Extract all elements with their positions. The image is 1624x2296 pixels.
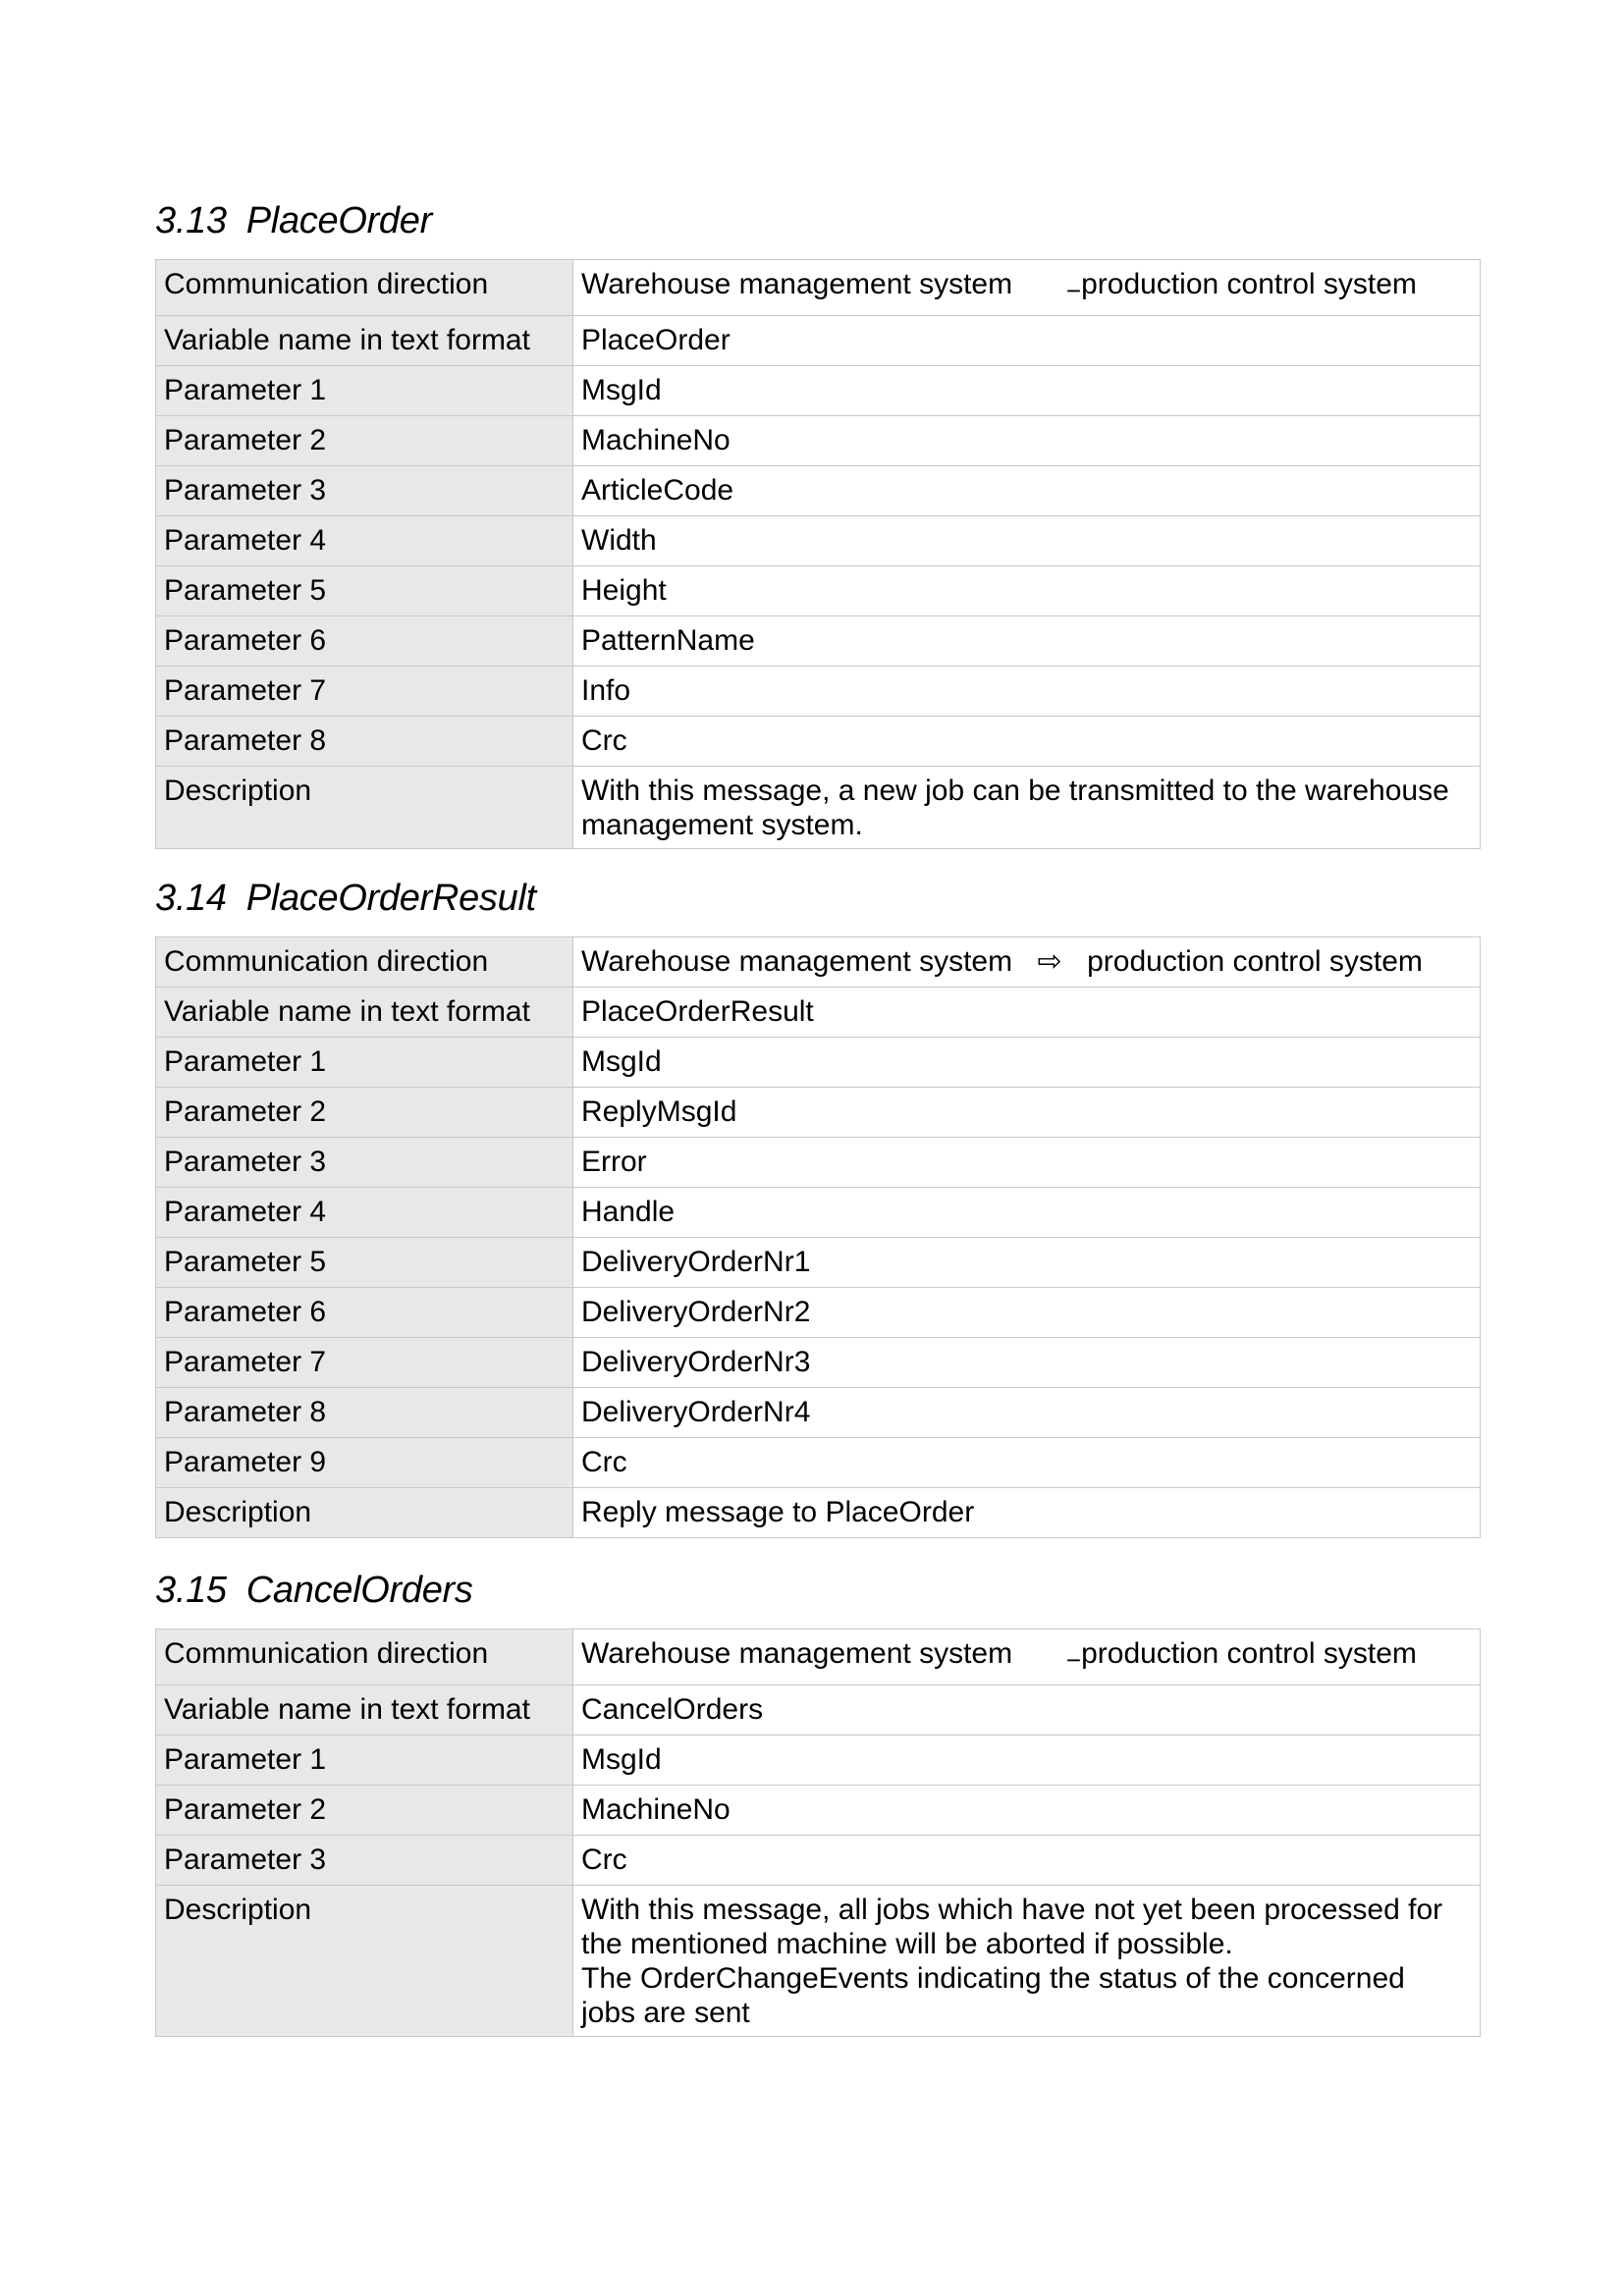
table-row: [156, 1836, 1481, 1886]
description-line: With this message, a new job can be transmitted to the warehouse: [581, 774, 1449, 807]
row-label: Parameter 4: [156, 1188, 573, 1238]
table-row: [156, 1886, 1481, 2037]
row-value: ReplyMsgId: [573, 1088, 1481, 1138]
row-value: DeliveryOrderNr3: [573, 1338, 1481, 1388]
section-number: 3.15: [155, 1570, 227, 1611]
table-row: [156, 466, 1481, 516]
table-row: [156, 1088, 1481, 1138]
table-row: [156, 366, 1481, 416]
row-value: Crc: [573, 1836, 1481, 1886]
row-label: Parameter 1: [156, 366, 573, 416]
table-row: [156, 1438, 1481, 1488]
section-heading: [155, 1568, 1481, 1629]
row-value: MsgId: [573, 366, 1481, 416]
section-number: 3.14: [155, 878, 227, 919]
row-value: PatternName: [573, 616, 1481, 667]
row-label: Parameter 6: [156, 616, 573, 667]
table-row: [156, 516, 1481, 566]
direction-arrow-icon: −: [1065, 1645, 1082, 1675]
row-value: Info: [573, 667, 1481, 717]
row-label: Parameter 2: [156, 1786, 573, 1836]
table-row: [156, 566, 1481, 616]
direction-from: Warehouse management system: [581, 268, 1013, 300]
row-value: DeliveryOrderNr1: [573, 1238, 1481, 1288]
direction-arrow-icon: ⇨: [1037, 945, 1062, 978]
row-label: Variable name in text format: [156, 1685, 573, 1735]
table-row: [156, 937, 1481, 988]
table-row: [156, 1238, 1481, 1288]
table-row: [156, 1338, 1481, 1388]
direction-arrow-icon: −: [1065, 276, 1082, 305]
row-value: DeliveryOrderNr2: [573, 1288, 1481, 1338]
row-label: Parameter 4: [156, 516, 573, 566]
row-label: Parameter 3: [156, 1836, 573, 1886]
row-value: Handle: [573, 1188, 1481, 1238]
section-cancel-orders: [155, 1568, 1481, 2037]
table-row: [156, 767, 1481, 849]
section-title: PlaceOrder: [245, 200, 432, 241]
row-value: MachineNo: [573, 1786, 1481, 1836]
section-place-order: [155, 198, 1481, 849]
table-row: [156, 1786, 1481, 1836]
row-value: Crc: [573, 717, 1481, 767]
row-label: Parameter 1: [156, 1038, 573, 1088]
row-label: Description: [156, 767, 573, 849]
table-row: [156, 1735, 1481, 1786]
row-label: Parameter 8: [156, 717, 573, 767]
direction-to: production control system: [1081, 268, 1417, 300]
direction-to: production control system: [1081, 1637, 1417, 1670]
row-value: Reply message to PlaceOrder: [573, 1488, 1481, 1538]
row-value: Height: [573, 566, 1481, 616]
row-label: Communication direction: [156, 937, 573, 988]
row-label: Parameter 8: [156, 1388, 573, 1438]
description-cell: [573, 767, 1481, 849]
section-title: PlaceOrderResult: [245, 878, 536, 919]
description-line: the mentioned machine will be aborted if possible.: [581, 1928, 1233, 1960]
description-cell: [573, 1886, 1481, 2037]
section-heading: [155, 876, 1481, 936]
section-title: CancelOrders: [245, 1570, 473, 1611]
direction-cell: [573, 260, 1481, 316]
direction-from: Warehouse management system: [581, 945, 1013, 978]
description-line: The OrderChangeEvents indicating the status of the concerned: [581, 1962, 1405, 1995]
direction-cell: [573, 1629, 1481, 1685]
table-row: [156, 1629, 1481, 1685]
row-label: Parameter 9: [156, 1438, 573, 1488]
table-row: [156, 667, 1481, 717]
row-value: MsgId: [573, 1735, 1481, 1786]
row-value: PlaceOrder: [573, 316, 1481, 366]
table-row: [156, 717, 1481, 767]
row-label: Variable name in text format: [156, 316, 573, 366]
table-row: [156, 1288, 1481, 1338]
table-row: [156, 1388, 1481, 1438]
row-label: Parameter 1: [156, 1735, 573, 1786]
spec-table: [155, 1629, 1481, 2037]
row-label: Description: [156, 1886, 573, 2037]
row-label: Parameter 3: [156, 466, 573, 516]
row-value: Crc: [573, 1438, 1481, 1488]
description-line: jobs are sent: [581, 1997, 750, 2029]
row-label: Communication direction: [156, 260, 573, 316]
row-value: ArticleCode: [573, 466, 1481, 516]
table-row: [156, 260, 1481, 316]
section-place-order-result: [155, 876, 1481, 1538]
table-row: [156, 616, 1481, 667]
row-label: Parameter 6: [156, 1288, 573, 1338]
table-row: [156, 1488, 1481, 1538]
table-row: [156, 1188, 1481, 1238]
spec-table: [155, 936, 1481, 1538]
row-value: Width: [573, 516, 1481, 566]
table-row: [156, 316, 1481, 366]
table-row: [156, 416, 1481, 466]
row-label: Description: [156, 1488, 573, 1538]
section-heading: [155, 198, 1481, 259]
row-label: Parameter 7: [156, 667, 573, 717]
row-label: Communication direction: [156, 1629, 573, 1685]
spec-table: [155, 259, 1481, 849]
row-label: Variable name in text format: [156, 988, 573, 1038]
table-row: [156, 988, 1481, 1038]
row-value: MsgId: [573, 1038, 1481, 1088]
row-value: PlaceOrderResult: [573, 988, 1481, 1038]
direction-from: Warehouse management system: [581, 1637, 1013, 1670]
description-line: With this message, all jobs which have not yet been processed for: [581, 1894, 1443, 1926]
row-label: Parameter 5: [156, 1238, 573, 1288]
row-value: CancelOrders: [573, 1685, 1481, 1735]
row-label: Parameter 2: [156, 1088, 573, 1138]
table-row: [156, 1685, 1481, 1735]
row-label: Parameter 2: [156, 416, 573, 466]
direction-cell: [573, 937, 1481, 988]
row-value: Error: [573, 1138, 1481, 1188]
table-row: [156, 1138, 1481, 1188]
section-number: 3.13: [155, 200, 227, 241]
table-row: [156, 1038, 1481, 1088]
row-value: MachineNo: [573, 416, 1481, 466]
row-label: Parameter 3: [156, 1138, 573, 1188]
direction-to: production control system: [1087, 945, 1423, 978]
row-label: Parameter 5: [156, 566, 573, 616]
description-line: management system.: [581, 809, 863, 841]
row-value: DeliveryOrderNr4: [573, 1388, 1481, 1438]
row-label: Parameter 7: [156, 1338, 573, 1388]
